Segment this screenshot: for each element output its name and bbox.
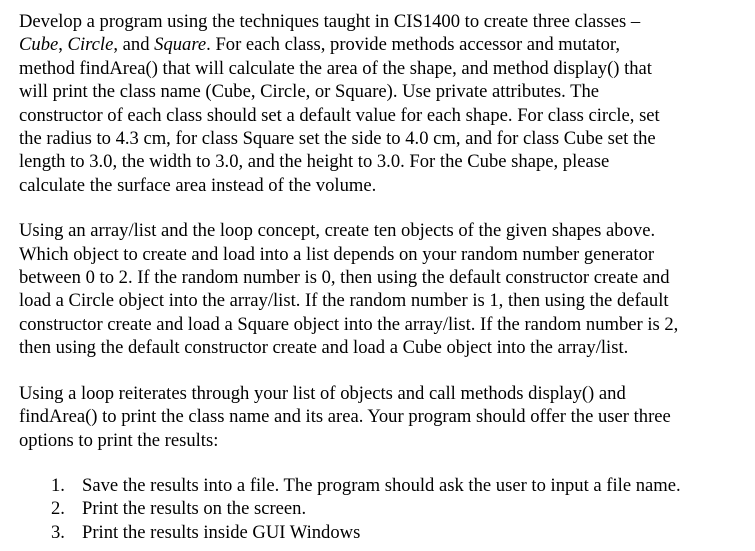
paragraph-line: method findArea() that will calculate the area of the shape, and method display() that <box>19 57 652 79</box>
separator: , and <box>113 34 155 56</box>
paragraph-line: constructor of each class should set a default value for each shape. For class circle, set <box>19 104 660 126</box>
paragraph-line: Which object to create and load into a list depends on your random number generator <box>19 243 655 265</box>
output-options-list <box>19 474 744 544</box>
list-item <box>19 521 744 544</box>
list-item-text: Print the results on the screen. <box>82 498 307 520</box>
paragraph-line: findArea() to print the class name and its area. Your program should offer the user three <box>19 406 671 428</box>
paragraph-line <box>19 33 744 56</box>
paragraph-line: will print the class name (Cube, Circle, or Square). Use private attributes. The <box>19 81 600 103</box>
loop-paragraph <box>19 382 744 452</box>
list-item <box>19 497 744 520</box>
list-number: 2. <box>51 498 65 520</box>
line-rest: . For each class, provide methods accessor and mutator, <box>206 34 621 56</box>
list-item <box>19 474 744 497</box>
class-name-cube: Cube <box>19 34 59 56</box>
paragraph-line: Using an array/list and the loop concept, create ten objects of the given shapes above. <box>19 220 656 242</box>
paragraph-line: then using the default constructor create and load a Cube object into the array/list. <box>19 337 629 359</box>
separator: , <box>58 34 68 56</box>
paragraph-line: Using a loop reiterates through your list of objects and call methods display() and <box>19 382 626 404</box>
paragraph-line: constructor create and load a Square object into the array/list. If the random number is 2, <box>19 313 679 335</box>
list-item-text: Save the results into a file. The program should ask the user to input a file name. <box>82 474 681 496</box>
list-item-text: Print the results inside GUI Windows <box>82 521 361 543</box>
list-number: 1. <box>51 474 65 496</box>
paragraph-line: calculate the surface area instead of the volume. <box>19 174 377 196</box>
paragraph-line: options to print the results: <box>19 429 219 451</box>
class-name-circle: Circle <box>67 34 114 56</box>
paragraph-line: load a Circle object into the array/list. If the random number is 1, then using the default <box>19 290 669 312</box>
intro-paragraph <box>19 10 744 197</box>
paragraph-line: the radius to 4.3 cm, for class Square set the side to 4.0 cm, and for class Cube set the <box>19 128 656 150</box>
list-number: 3. <box>51 521 65 543</box>
paragraph-line: between 0 to 2. If the random number is 0, then using the default constructor create and <box>19 267 670 289</box>
paragraph-line: Develop a program using the techniques taught in CIS1400 to create three classes – <box>19 11 641 32</box>
assignment-document <box>19 10 744 544</box>
paragraph-line: length to 3.0, the width to 3.0, and the height to 3.0. For the Cube shape, please <box>19 151 610 173</box>
array-list-paragraph <box>19 219 744 359</box>
class-name-square: Square <box>154 34 207 56</box>
